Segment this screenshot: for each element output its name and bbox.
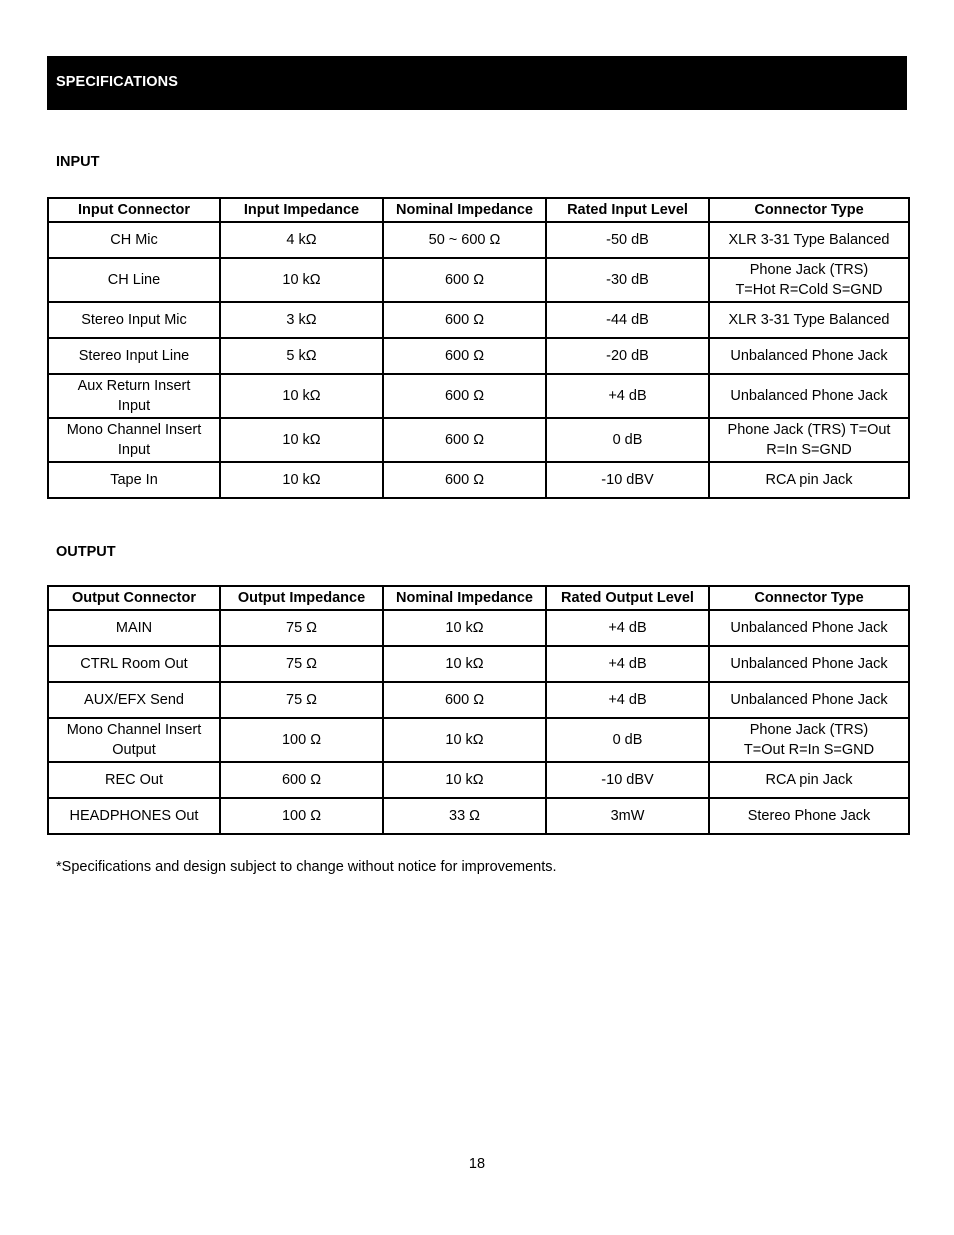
table-cell: 4 kΩ [220,222,383,258]
column-header: Rated Output Level [546,586,709,610]
table-cell: Stereo Input Mic [48,302,220,338]
table-row [48,374,909,418]
column-header: Nominal Impedance [383,586,546,610]
table-row [48,418,909,462]
column-header: Connector Type [709,198,909,222]
table-cell: 0 dB [546,718,709,762]
output-heading: OUTPUT [56,544,116,560]
table-cell: 600 Ω [383,682,546,718]
table-cell: 0 dB [546,418,709,462]
table-cell: Unbalanced Phone Jack [709,646,909,682]
table-cell: Unbalanced Phone Jack [709,682,909,718]
table-cell: Unbalanced Phone Jack [709,610,909,646]
table-cell: 600 Ω [383,338,546,374]
table-cell: 10 kΩ [383,762,546,798]
table-cell: 10 kΩ [383,646,546,682]
input-heading: INPUT [56,154,100,170]
table-cell: +4 dB [546,646,709,682]
column-header: Connector Type [709,586,909,610]
table-cell: Stereo Input Line [48,338,220,374]
output-spec-table [47,585,910,835]
table-cell: 50 ~ 600 Ω [383,222,546,258]
table-cell: Unbalanced Phone Jack [709,338,909,374]
table-cell: HEADPHONES Out [48,798,220,834]
table-cell: -10 dBV [546,762,709,798]
table-cell: CH Mic [48,222,220,258]
table-row [48,610,909,646]
table-cell: 75 Ω [220,682,383,718]
table-cell: +4 dB [546,374,709,418]
banner-title: SPECIFICATIONS [56,74,178,90]
table-cell: -20 dB [546,338,709,374]
table-cell: +4 dB [546,610,709,646]
table-cell: RCA pin Jack [709,762,909,798]
table-cell: 10 kΩ [220,418,383,462]
table-cell: 3 kΩ [220,302,383,338]
table-cell: RCA pin Jack [709,462,909,498]
table-row [48,682,909,718]
section-banner [47,56,907,110]
table-header-row [48,198,909,222]
table-row [48,762,909,798]
table-row [48,646,909,682]
table-row [48,258,909,302]
table-cell: 10 kΩ [220,258,383,302]
table-cell: -10 dBV [546,462,709,498]
table-row [48,718,909,762]
input-spec-table [47,197,910,499]
table-cell: Phone Jack (TRS) T=Out R=In S=GND [709,418,909,462]
table-cell: -44 dB [546,302,709,338]
column-header: Output Connector [48,586,220,610]
table-cell: 75 Ω [220,610,383,646]
table-cell: -30 dB [546,258,709,302]
table-cell: CTRL Room Out [48,646,220,682]
table-row [48,222,909,258]
table-cell: MAIN [48,610,220,646]
table-cell: 10 kΩ [220,462,383,498]
column-header: Input Connector [48,198,220,222]
table-cell: REC Out [48,762,220,798]
table-cell: Phone Jack (TRS) T=Out R=In S=GND [709,718,909,762]
table-cell: Stereo Phone Jack [709,798,909,834]
table-cell: 600 Ω [220,762,383,798]
table-cell: 5 kΩ [220,338,383,374]
table-header-row [48,586,909,610]
column-header: Rated Input Level [546,198,709,222]
table-cell: Mono Channel Insert Output [48,718,220,762]
table-cell: Unbalanced Phone Jack [709,374,909,418]
table-row [48,302,909,338]
table-cell: 3mW [546,798,709,834]
table-cell: Aux Return Insert Input [48,374,220,418]
table-cell: Tape In [48,462,220,498]
column-header: Output Impedance [220,586,383,610]
specifications-note: *Specifications and design subject to change without notice for improvements. [56,859,557,875]
table-cell: CH Line [48,258,220,302]
table-cell: Mono Channel Insert Input [48,418,220,462]
table-cell: Phone Jack (TRS) T=Hot R=Cold S=GND [709,258,909,302]
table-cell: +4 dB [546,682,709,718]
table-cell: 600 Ω [383,462,546,498]
table-cell: 75 Ω [220,646,383,682]
table-cell: XLR 3-31 Type Balanced [709,222,909,258]
table-cell: -50 dB [546,222,709,258]
table-cell: 10 kΩ [383,610,546,646]
table-cell: 100 Ω [220,718,383,762]
table-row [48,338,909,374]
table-cell: 100 Ω [220,798,383,834]
table-cell: 600 Ω [383,302,546,338]
page-number: 18 [468,1156,486,1172]
table-cell: 600 Ω [383,258,546,302]
table-row [48,798,909,834]
table-row [48,462,909,498]
table-cell: XLR 3-31 Type Balanced [709,302,909,338]
column-header: Nominal Impedance [383,198,546,222]
table-cell: 10 kΩ [220,374,383,418]
table-cell: 33 Ω [383,798,546,834]
column-header: Input Impedance [220,198,383,222]
table-cell: 600 Ω [383,374,546,418]
table-cell: 10 kΩ [383,718,546,762]
table-cell: 600 Ω [383,418,546,462]
table-cell: AUX/EFX Send [48,682,220,718]
